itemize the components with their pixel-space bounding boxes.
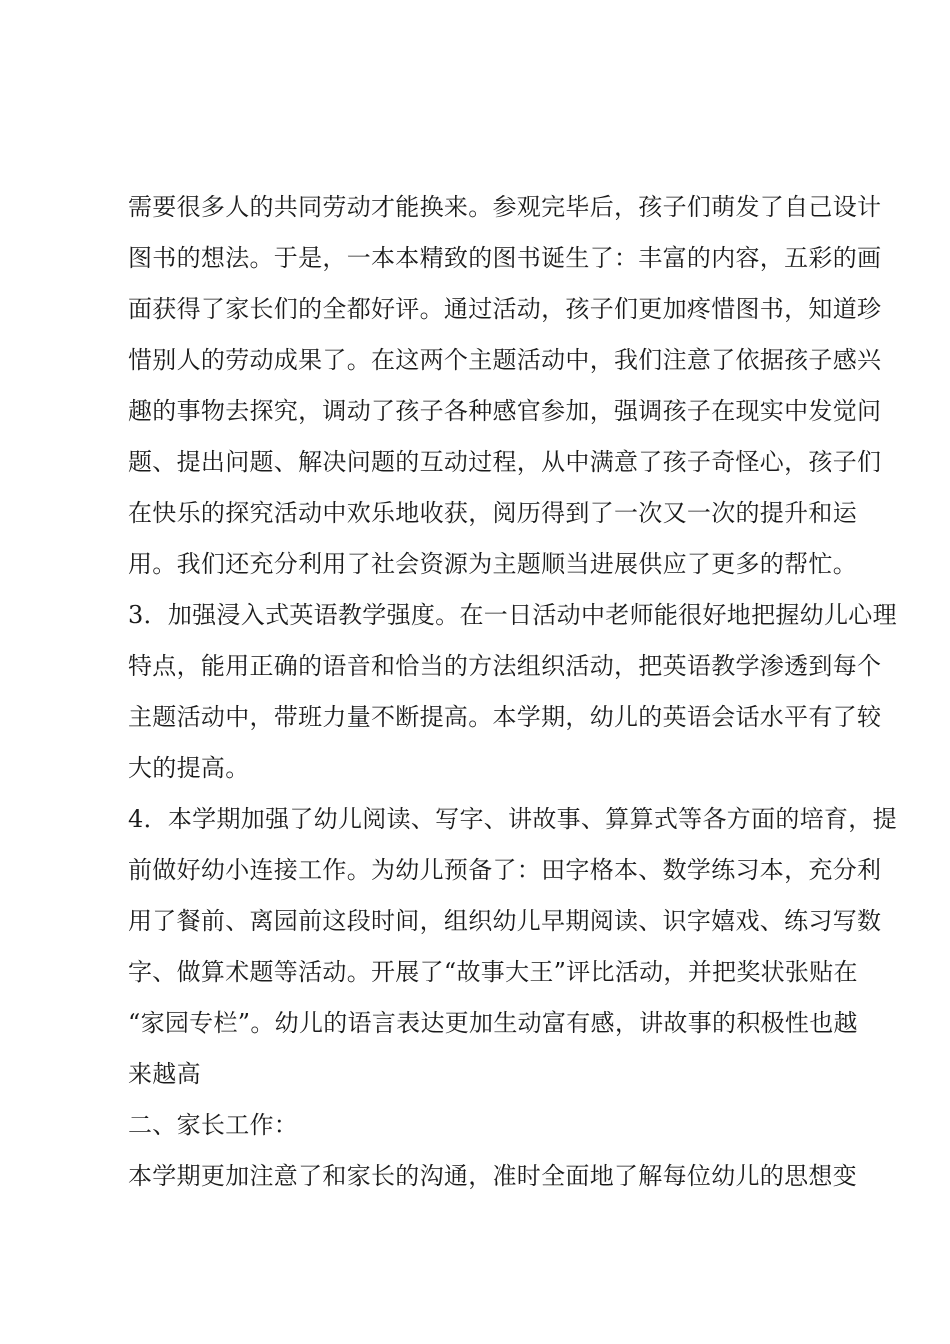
text-line: 用了餐前、离园前这段时间，组织幼儿早期阅读、识字嬉戏、练习写数 bbox=[128, 907, 882, 935]
text-line: 前做好幼小连接工作。为幼儿预备了：田字格本、数学练习本，充分利 bbox=[128, 856, 882, 884]
text-line: 图书的想法。于是，一本本精致的图书诞生了：丰富的内容，五彩的画 bbox=[128, 244, 882, 272]
text-line: 字、做算术题等活动。开展了“故事大王”评比活动，并把奖状张贴在 bbox=[128, 958, 858, 986]
section-heading: 二、家长工作： bbox=[128, 1111, 299, 1139]
list-item-3: 3．加强浸入式英语教学强度。在一日活动中老师能很好地把握幼儿心理 bbox=[128, 601, 897, 629]
text-line: 惜别人的劳动成果了。在这两个主题活动中，我们注意了依据孩子感兴 bbox=[128, 346, 882, 374]
text-line: 面获得了家长们的全都好评。通过活动，孩子们更加疼惜图书，知道珍 bbox=[128, 295, 882, 323]
text-line: 趣的事物去探究，调动了孩子各种感官参加，强调孩子在现实中发觉问 bbox=[128, 397, 882, 425]
text-line: 本学期更加注意了和家长的沟通，准时全面地了解每位幼儿的思想变 bbox=[128, 1162, 857, 1190]
body-text bbox=[128, 187, 897, 1207]
text-line: 需要很多人的共同劳动才能换来。参观完毕后，孩子们萌发了自己设计 bbox=[128, 193, 882, 221]
text-line: 用。我们还充分利用了社会资源为主题顺当进展供应了更多的帮忙。 bbox=[128, 550, 857, 578]
text-line: “家园专栏”。幼儿的语言表达更加生动富有感，讲故事的积极性也越 bbox=[128, 1009, 858, 1037]
list-item-4: 4．本学期加强了幼儿阅读、写字、讲故事、算算式等各方面的培育，提 bbox=[128, 805, 897, 833]
text-line: 特点，能用正确的语音和恰当的方法组织活动，把英语教学渗透到每个 bbox=[128, 652, 882, 680]
text-line: 来越高 bbox=[128, 1060, 201, 1088]
text-line: 大的提高。 bbox=[128, 754, 250, 782]
text-line: 题、提出问题、解决问题的互动过程，从中满意了孩子奇怪心，孩子们 bbox=[128, 448, 882, 476]
text-line: 主题活动中，带班力量不断提高。本学期，幼儿的英语会话水平有了较 bbox=[128, 703, 882, 731]
text-line: 在快乐的探究活动中欢乐地收获，阅历得到了一次又一次的提升和运 bbox=[128, 499, 857, 527]
